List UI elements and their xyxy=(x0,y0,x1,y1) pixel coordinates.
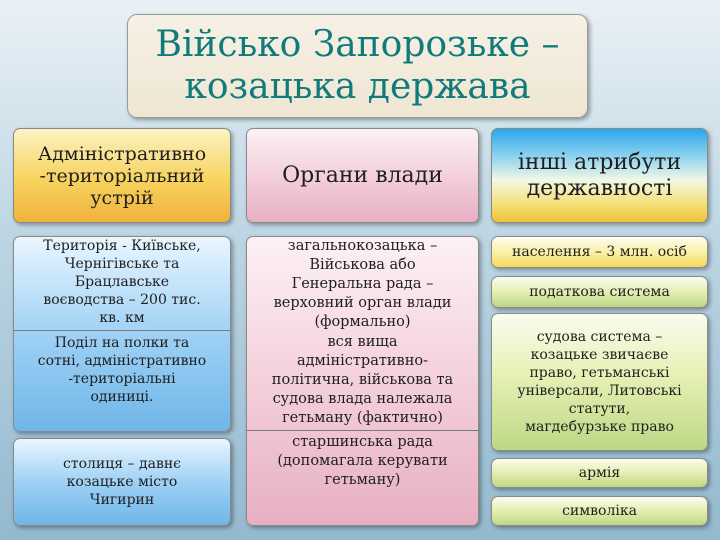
symbols-box xyxy=(491,496,708,526)
slide-title-text: Військо Запорозьке – козацька держава xyxy=(155,24,560,107)
government-box xyxy=(246,236,479,526)
tax-system-box xyxy=(491,276,708,308)
court-system-text: судова система – козацьке звичаєве право, гетьманські універсали, Литовські статути, магдебурзьке право xyxy=(517,329,682,435)
tax-system-text: податкова система xyxy=(529,284,670,300)
starshyna-text: старшинська рада (допомагала керувати гетьману) xyxy=(277,434,448,488)
territory-box xyxy=(13,236,231,432)
population-text: населення – 3 млн. осіб xyxy=(512,244,687,260)
court-system-box xyxy=(491,313,708,451)
government-divider xyxy=(247,430,478,431)
division-text: Поділ на полки та сотні, адміністративно -територіальні одиниці. xyxy=(37,335,207,405)
territory-divider xyxy=(14,330,230,331)
header-statehood-attributes-text: інші атрибути державності xyxy=(517,149,682,201)
rada-text: загальнокозацька – Військова або Генеральна рада – верховний орган влади (формально) xyxy=(273,238,452,330)
army-box xyxy=(491,458,708,488)
capital-text: столиця – давнє козацьке місто Чигирин xyxy=(63,456,181,508)
header-government-bodies xyxy=(246,128,479,223)
hetman-text: вся вища адміністративно- політична, військова та судова влада належала гетьману (фактично) xyxy=(271,334,454,426)
capital-box xyxy=(13,438,231,526)
header-admin-structure-text: Адміністративно -територіальний устрій xyxy=(37,142,207,209)
header-government-bodies-text: Органи влади xyxy=(282,162,443,188)
population-box xyxy=(491,236,708,268)
header-admin-structure xyxy=(13,128,231,223)
territory-text: Територія - Київське, Чернігівське та Брацлавське воєводства – 200 тис. кв. км xyxy=(43,238,201,326)
army-text: армія xyxy=(578,465,621,481)
symbols-text: символіка xyxy=(562,503,637,519)
slide-title xyxy=(127,14,588,118)
header-statehood-attributes xyxy=(491,128,708,223)
